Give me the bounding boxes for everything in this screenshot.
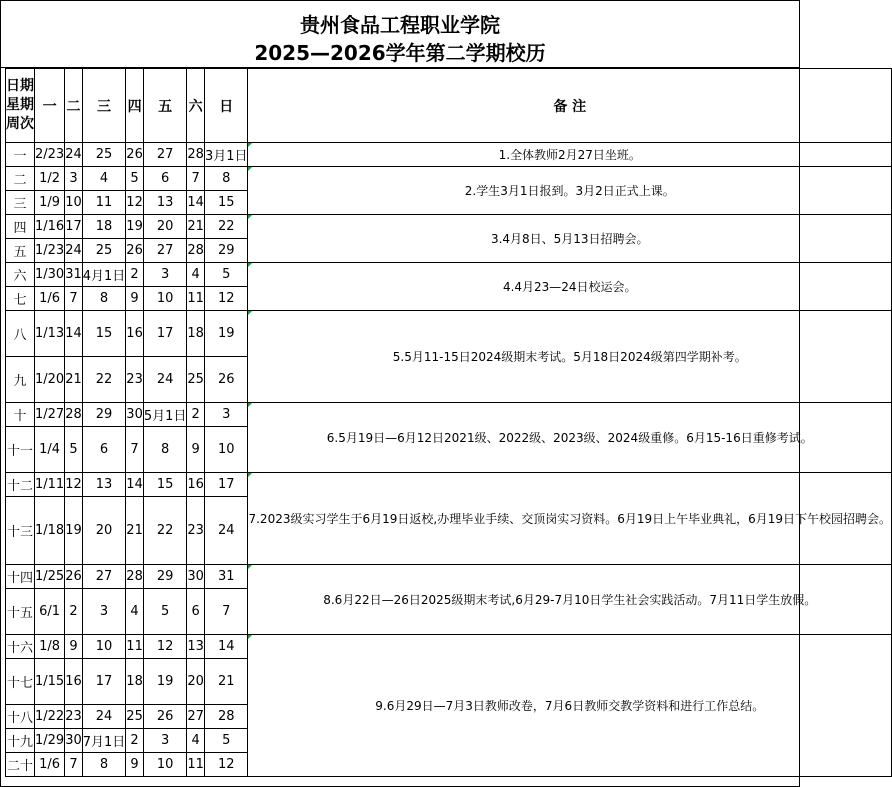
date-cell: 27	[82, 565, 126, 589]
date-cell: 6/1	[35, 589, 65, 635]
date-cell: 25	[82, 239, 126, 263]
date-cell: 5	[204, 263, 248, 287]
date-cell: 1/27	[35, 403, 65, 427]
date-cell: 13	[187, 635, 205, 659]
date-cell: 6	[187, 589, 205, 635]
date-cell: 26	[65, 565, 83, 589]
week-number: 十一	[6, 427, 35, 473]
note-item: 9.6月29日—7月3日教师改卷，7月6日教师交教学资料和进行工作总结。	[248, 635, 892, 777]
date-cell: 10	[65, 191, 83, 215]
date-cell: 3	[143, 263, 187, 287]
date-cell: 1/16	[35, 215, 65, 239]
date-cell: 26	[126, 239, 144, 263]
date-cell: 1/22	[35, 705, 65, 729]
header-day: 二	[65, 69, 83, 143]
date-cell: 5	[126, 167, 144, 191]
header-corner-label: 周次	[6, 116, 34, 132]
date-cell: 21	[204, 659, 248, 705]
date-cell: 11	[82, 191, 126, 215]
date-cell: 27	[187, 705, 205, 729]
date-cell: 15	[143, 473, 187, 497]
date-cell: 2/23	[35, 143, 65, 167]
date-cell: 19	[204, 311, 248, 357]
date-cell: 1/6	[35, 753, 65, 777]
date-cell: 22	[204, 215, 248, 239]
date-cell: 4	[187, 263, 205, 287]
date-cell: 24	[143, 357, 187, 403]
calendar-table	[5, 68, 892, 777]
note-item: 3.4月8日、5月13日招聘会。	[248, 215, 892, 263]
week-row	[6, 263, 892, 287]
week-number: 十七	[6, 659, 35, 705]
note-item: 4.4月23—24日校运会。	[248, 263, 892, 311]
date-cell: 9	[126, 287, 144, 311]
header-day: 三	[82, 69, 126, 143]
date-cell: 24	[65, 143, 83, 167]
header-day: 六	[187, 69, 205, 143]
date-cell: 3	[143, 729, 187, 753]
week-number: 八	[6, 311, 35, 357]
date-cell: 8	[204, 167, 248, 191]
date-cell: 14	[204, 635, 248, 659]
date-cell: 22	[82, 357, 126, 403]
date-cell: 30	[126, 403, 144, 427]
week-number: 三	[6, 191, 35, 215]
date-cell: 4	[126, 589, 144, 635]
date-cell: 8	[143, 427, 187, 473]
date-cell: 2	[126, 263, 144, 287]
date-cell: 21	[187, 215, 205, 239]
header-corner	[6, 69, 35, 143]
semester-title: 2025—2026学年第二学期校历	[254, 41, 546, 65]
date-cell: 27	[143, 143, 187, 167]
header-day: 日	[204, 69, 248, 143]
week-number: 二	[6, 167, 35, 191]
school-name: 贵州食品工程职业学院	[300, 13, 500, 37]
date-cell: 29	[143, 565, 187, 589]
week-row	[6, 143, 892, 167]
week-number: 十三	[6, 497, 35, 565]
date-cell: 3	[204, 403, 248, 427]
date-cell: 1/15	[35, 659, 65, 705]
date-cell: 3	[82, 589, 126, 635]
note-item: 8.6月22日—26日2025级期末考试,6月29-7月10日学生社会实践活动。7月11日学生放假。	[248, 565, 892, 635]
date-cell: 1/9	[35, 191, 65, 215]
week-number: 五	[6, 239, 35, 263]
date-cell: 2	[65, 589, 83, 635]
date-cell: 10	[204, 427, 248, 473]
date-cell: 20	[187, 659, 205, 705]
date-cell: 23	[65, 705, 83, 729]
date-cell: 20	[82, 497, 126, 565]
date-cell: 14	[126, 473, 144, 497]
date-cell: 23	[126, 357, 144, 403]
date-cell: 4月1日	[82, 263, 126, 287]
week-row	[6, 167, 892, 191]
date-cell: 10	[143, 287, 187, 311]
date-cell: 19	[143, 659, 187, 705]
date-cell: 17	[65, 215, 83, 239]
date-cell: 16	[187, 473, 205, 497]
date-cell: 9	[187, 427, 205, 473]
date-cell: 3	[65, 167, 83, 191]
date-cell: 26	[204, 357, 248, 403]
date-cell: 6	[82, 427, 126, 473]
date-cell: 4	[187, 729, 205, 753]
week-row	[6, 473, 892, 497]
week-row	[6, 311, 892, 357]
date-cell: 18	[126, 659, 144, 705]
date-cell: 24	[65, 239, 83, 263]
header-corner-label: 星期	[6, 97, 34, 113]
date-cell: 15	[204, 191, 248, 215]
date-cell: 19	[126, 215, 144, 239]
date-cell: 3月1日	[204, 143, 248, 167]
date-cell: 7月1日	[82, 729, 126, 753]
week-number: 六	[6, 263, 35, 287]
date-cell: 11	[126, 635, 144, 659]
date-cell: 28	[187, 239, 205, 263]
week-number: 二十	[6, 753, 35, 777]
date-cell: 29	[82, 403, 126, 427]
date-cell: 12	[65, 473, 83, 497]
date-cell: 27	[143, 239, 187, 263]
week-number: 四	[6, 215, 35, 239]
date-cell: 9	[65, 635, 83, 659]
week-row	[6, 403, 892, 427]
date-cell: 12	[204, 287, 248, 311]
header-day: 四	[126, 69, 144, 143]
date-cell: 5	[65, 427, 83, 473]
header-corner-label: 日期	[6, 78, 34, 94]
date-cell: 30	[65, 729, 83, 753]
date-cell: 26	[143, 705, 187, 729]
date-cell: 14	[65, 311, 83, 357]
week-row	[6, 565, 892, 589]
note-item: 5.5月11-15日2024级期末考试。5月18日2024级第四学期补考。	[248, 311, 892, 403]
date-cell: 17	[143, 311, 187, 357]
date-cell: 31	[65, 263, 83, 287]
date-cell: 28	[187, 143, 205, 167]
date-cell: 12	[143, 635, 187, 659]
date-cell: 17	[82, 659, 126, 705]
date-cell: 18	[82, 215, 126, 239]
week-number: 十五	[6, 589, 35, 635]
date-cell: 30	[187, 565, 205, 589]
date-cell: 10	[143, 753, 187, 777]
date-cell: 5月1日	[143, 403, 187, 427]
date-cell: 7	[204, 589, 248, 635]
date-cell: 21	[65, 357, 83, 403]
date-cell: 28	[204, 705, 248, 729]
date-cell: 6	[143, 167, 187, 191]
date-cell: 16	[126, 311, 144, 357]
date-cell: 19	[65, 497, 83, 565]
date-cell: 7	[126, 427, 144, 473]
date-cell: 1/25	[35, 565, 65, 589]
week-number: 十	[6, 403, 35, 427]
date-cell: 9	[126, 753, 144, 777]
date-cell: 2	[126, 729, 144, 753]
date-cell: 12	[204, 753, 248, 777]
date-cell: 24	[204, 497, 248, 565]
week-number: 九	[6, 357, 35, 403]
week-number: 十九	[6, 729, 35, 753]
date-cell: 11	[187, 287, 205, 311]
note-item: 2.学生3月1日报到。3月2日正式上课。	[248, 167, 892, 215]
date-cell: 8	[82, 753, 126, 777]
date-cell: 11	[187, 753, 205, 777]
date-cell: 1/4	[35, 427, 65, 473]
note-item: 7.2023级实习学生于6月19日返校,办理毕业手续、交顶岗实习资料。6月19日上午毕业典礼，6月19日下午校园招聘会。	[248, 473, 892, 565]
week-number: 十二	[6, 473, 35, 497]
note-item: 6.5月19日—6月12日2021级、2022级、2023级、2024级重修。6月15-16日重修考试。	[248, 403, 892, 473]
date-cell: 1/13	[35, 311, 65, 357]
date-cell: 8	[82, 287, 126, 311]
date-cell: 7	[187, 167, 205, 191]
date-cell: 12	[126, 191, 144, 215]
date-cell: 2	[187, 403, 205, 427]
date-cell: 20	[143, 215, 187, 239]
date-cell: 1/2	[35, 167, 65, 191]
date-cell: 18	[187, 311, 205, 357]
header-notes: 备 注	[248, 69, 892, 143]
calendar-title	[1, 1, 799, 68]
week-number: 七	[6, 287, 35, 311]
date-cell: 1/8	[35, 635, 65, 659]
date-cell: 15	[82, 311, 126, 357]
date-cell: 5	[204, 729, 248, 753]
date-cell: 1/20	[35, 357, 65, 403]
date-cell: 29	[204, 239, 248, 263]
date-cell: 1/11	[35, 473, 65, 497]
date-cell: 10	[82, 635, 126, 659]
date-cell: 7	[65, 287, 83, 311]
date-cell: 28	[65, 403, 83, 427]
date-cell: 26	[126, 143, 144, 167]
date-cell: 31	[204, 565, 248, 589]
week-row	[6, 635, 892, 659]
date-cell: 1/18	[35, 497, 65, 565]
week-number: 十四	[6, 565, 35, 589]
date-cell: 7	[65, 753, 83, 777]
date-cell: 1/23	[35, 239, 65, 263]
date-cell: 14	[187, 191, 205, 215]
header-day: 一	[35, 69, 65, 143]
date-cell: 23	[187, 497, 205, 565]
header-day: 五	[143, 69, 187, 143]
date-cell: 13	[82, 473, 126, 497]
date-cell: 13	[143, 191, 187, 215]
date-cell: 28	[126, 565, 144, 589]
date-cell: 22	[143, 497, 187, 565]
date-cell: 4	[82, 167, 126, 191]
note-item: 1.全体教师2月27日坐班。	[248, 143, 892, 167]
date-cell: 5	[143, 589, 187, 635]
week-number: 一	[6, 143, 35, 167]
date-cell: 25	[187, 357, 205, 403]
date-cell: 24	[82, 705, 126, 729]
date-cell: 21	[126, 497, 144, 565]
week-number: 十八	[6, 705, 35, 729]
date-cell: 16	[65, 659, 83, 705]
date-cell: 1/30	[35, 263, 65, 287]
date-cell: 17	[204, 473, 248, 497]
date-cell: 1/29	[35, 729, 65, 753]
week-number: 十六	[6, 635, 35, 659]
week-row	[6, 215, 892, 239]
date-cell: 1/6	[35, 287, 65, 311]
date-cell: 25	[82, 143, 126, 167]
date-cell: 25	[126, 705, 144, 729]
